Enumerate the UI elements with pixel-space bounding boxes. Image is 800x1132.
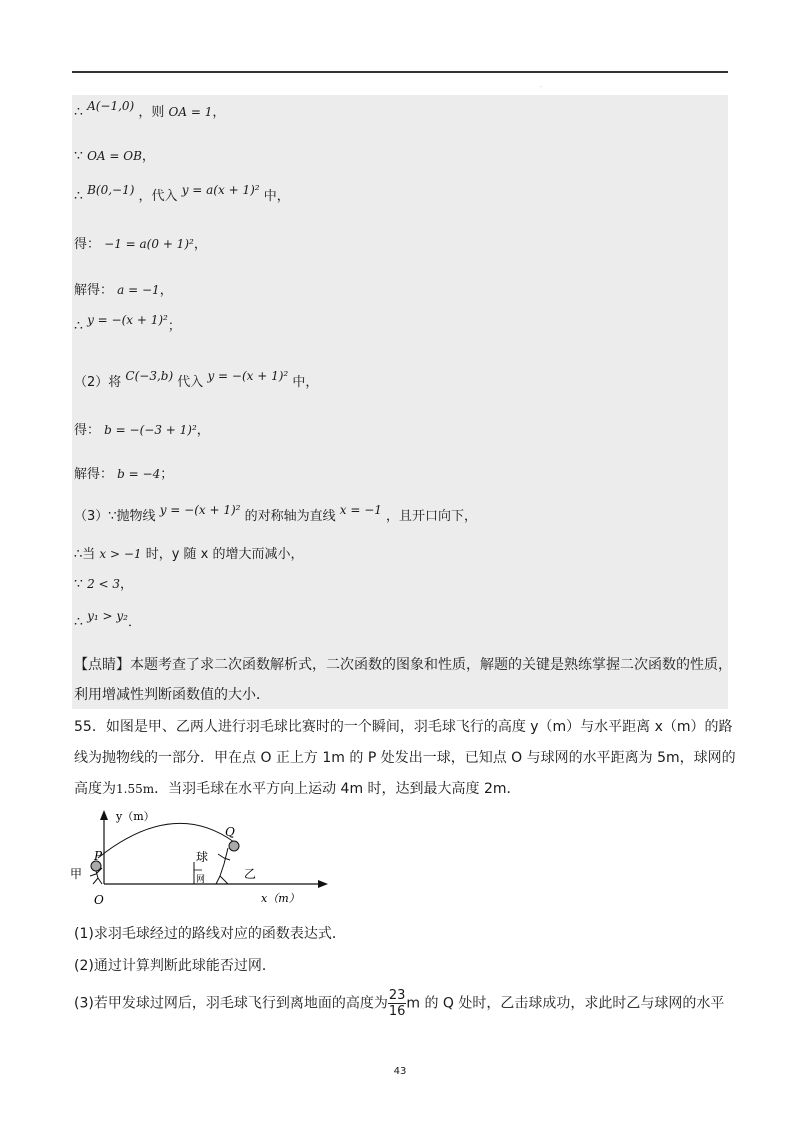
point-p-label: P (94, 849, 103, 863)
solution-line-2: ∵ OA = OB， (74, 148, 155, 164)
solution-line-13: ∴ y₁ > y₂． (74, 609, 141, 630)
scan-dot: · (540, 84, 542, 91)
problem-line-1: 55．如图是甲、乙两人进行羽毛球比赛时的一个瞬间，羽毛球飞行的高度 y（m）与水平距离 x（m）的路 (74, 719, 733, 735)
solution-line-9: 解得： b = −4； (74, 467, 174, 482)
solution-line-6: ∴ y = −(x + 1)²； (74, 313, 181, 334)
comment-line-1: 【点睛】本题考查了求二次函数解析式，二次函数的图象和性质，解题的关键是熟练掌握二次函数的性质， (74, 657, 732, 673)
y-axis-arrow (100, 810, 108, 820)
page-number: 43 (393, 1066, 407, 1077)
player-yi-label: 乙 (244, 867, 257, 881)
origin-label: O (94, 893, 104, 907)
point-q-label: Q (225, 825, 235, 839)
solution-line-12: ∵ 2 < 3， (74, 576, 134, 592)
player-jia-label: 甲 (70, 867, 83, 881)
question-3: (3)若甲发球过网后，羽毛球飞行到离地面的高度为 $\frac{23}{16}$ m 的 Q 处时，乙击球成功，求此时乙与球网的水平 (74, 988, 725, 1019)
solution-line-7: （2）将 C(−3,b) 代入 y = −(x + 1)² 中， (74, 369, 319, 390)
comment-line-2: 利用增减性判断函数值的大小． (74, 687, 270, 703)
solution-line-4: 得： −1 = a(0 + 1)²， (74, 237, 207, 252)
badminton-figure (68, 808, 338, 910)
question-1: (1)求羽毛球经过的路线对应的函数表达式． (74, 926, 346, 942)
question-2: (2)通过计算判断此球能否过网． (74, 958, 276, 974)
solution-line-8: 得： b = −(−3 + 1)²， (74, 423, 210, 438)
player-yi-body (216, 848, 230, 884)
solution-line-10: （3）∵抛物线 y = −(x + 1)² 的对称轴为直线 x = −1 ，且开口向下， (74, 503, 478, 524)
shuttle-q (229, 841, 239, 851)
net-label-1: 球 (196, 850, 209, 864)
solution-line-11: ∴当 x > −1 时，y 随 x 的增大而减小， (74, 547, 304, 562)
header-rule (72, 71, 728, 73)
solution-line-1: ∴ A(−1,0) ，则 OA = 1， (74, 99, 226, 120)
solution-line-5: 解得： a = −1， (74, 283, 173, 298)
x-axis-arrow (318, 880, 328, 888)
problem-line-2: 线为抛物线的一部分．甲在点 O 正上方 1m 的 P 处发出一球，已知点 O 与球网的水平距离为 5m，球网的 (74, 750, 736, 766)
x-axis-label: x（m） (261, 892, 300, 905)
height-fraction: $\frac{23}{16}$ (388, 988, 406, 1019)
shuttle-path (98, 823, 234, 858)
problem-line-3: 高度为1.55m．当羽毛球在水平方向上运动 4m 时，达到最大高度 2m． (74, 781, 521, 797)
solution-line-3: ∴ B(0,−1) ，代入 y = a(x + 1)² 中， (74, 183, 290, 204)
y-axis-label: y（m） (116, 810, 155, 823)
net-label-2: 网 (196, 875, 206, 885)
